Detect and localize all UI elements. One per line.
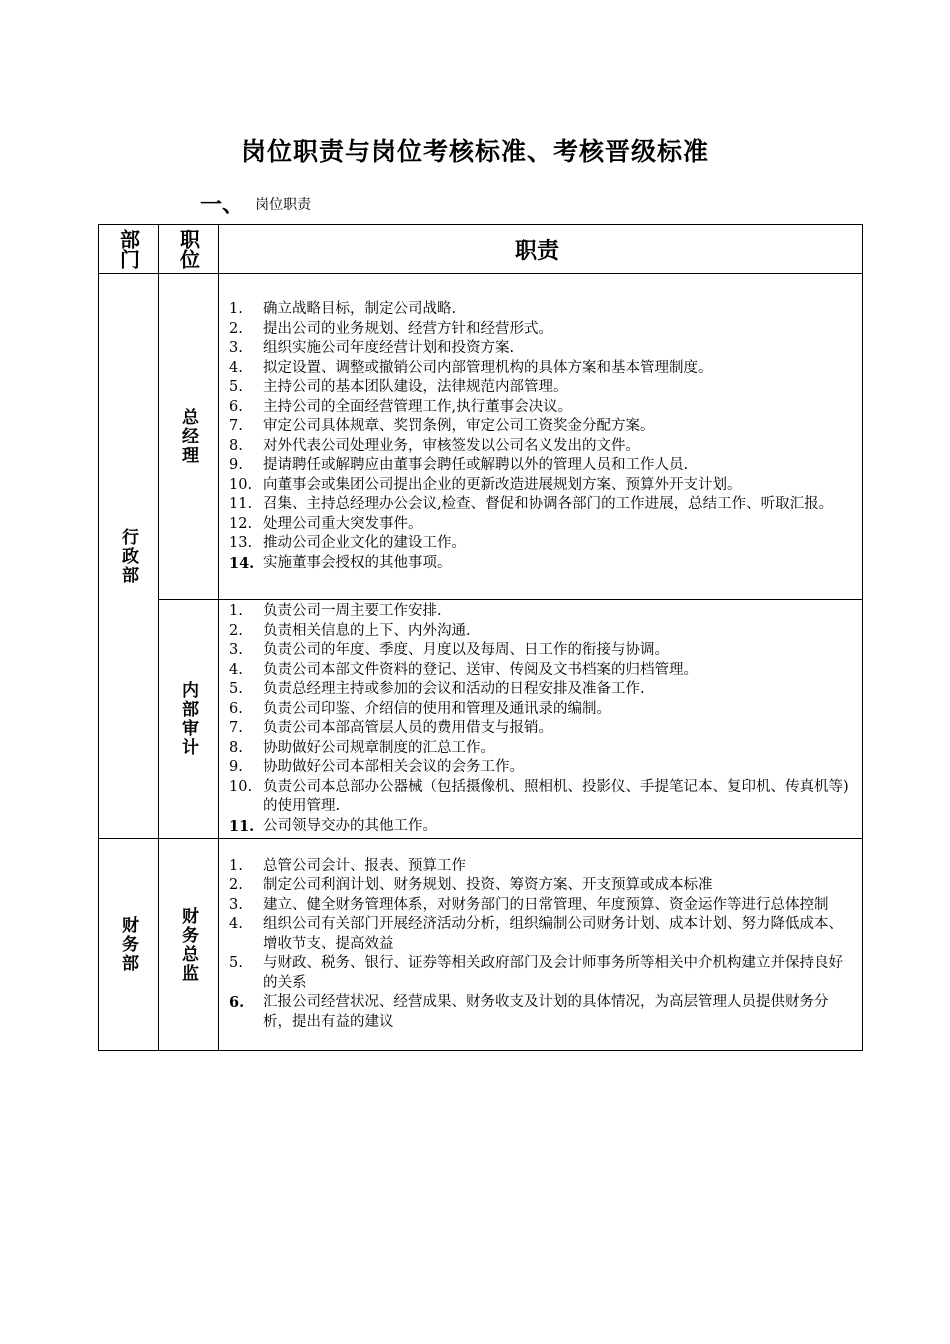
duty-text: 提请聘任或解聘应由董事会聘任或解聘以外的管理人员和工作人员. — [263, 457, 689, 473]
duties-cell — [219, 839, 863, 1051]
duty-item — [229, 622, 854, 642]
duty-item — [229, 476, 854, 496]
duty-number: 1. — [229, 857, 243, 874]
duties-cell — [219, 274, 863, 600]
duty-text: 向董事会或集团公司提出企业的更新改造进展规划方案、预算外开支计划。 — [263, 476, 742, 493]
duty-number: 10. — [229, 476, 253, 493]
duty-text: 公司领导交办的其他工作。 — [263, 817, 437, 834]
duty-number: 3. — [229, 340, 243, 356]
duty-text: 负责公司本部高管层人员的费用借支与报销。 — [263, 720, 553, 736]
duty-item — [229, 437, 854, 457]
duty-number: 8. — [229, 739, 243, 756]
duty-number: 13. — [229, 535, 253, 551]
duty-text: 拟定设置、调整或撤销公司内部管理机构的具体方案和基本管理制度。 — [263, 359, 713, 376]
duty-item — [229, 700, 854, 720]
duty-text: 总管公司会计、报表、预算工作 — [263, 857, 466, 874]
duty-text: 协助做好公司规章制度的汇总工作。 — [263, 739, 495, 756]
duty-number: 4. — [229, 359, 243, 376]
duty-number: 9. — [229, 759, 243, 775]
duty-item — [229, 320, 854, 340]
duty-number: 6. — [229, 700, 243, 717]
duty-number: 8. — [229, 437, 243, 454]
duty-number: 5. — [229, 681, 243, 697]
duty-number: 4. — [229, 916, 243, 933]
header-position: 职位 — [159, 225, 219, 274]
duty-number: 1. — [229, 301, 243, 317]
duty-item — [229, 857, 854, 877]
duty-text: 负责公司一周主要工作安排. — [263, 603, 442, 619]
duty-item — [229, 954, 854, 993]
duty-text: 与财政、税务、银行、证券等相关政府部门及会计师事务所等相关中介机构建立并保持良好的关系 — [263, 955, 843, 991]
duty-item — [229, 719, 854, 739]
position-name: 财务总监 — [178, 906, 198, 983]
duty-number: 11. — [229, 496, 253, 512]
dept-cell-finance — [99, 839, 159, 1051]
table-header-row — [99, 225, 863, 274]
page-title: 岗位职责与岗位考核标准、考核晋级标准 — [240, 137, 709, 166]
duty-item — [229, 739, 854, 759]
table-row — [99, 600, 863, 839]
duty-text: 负责总经理主持或参加的会议和活动的日程安排及准备工作. — [263, 681, 645, 697]
duty-number: 2. — [229, 320, 243, 337]
duty-text: 确立战略目标，制定公司战略. — [263, 301, 457, 317]
duty-item — [229, 915, 854, 954]
duty-item — [229, 817, 854, 837]
duty-item — [229, 641, 854, 661]
position-name: 内部审计 — [178, 681, 198, 757]
duties-table — [98, 224, 863, 1051]
position-cell — [159, 274, 219, 600]
duty-text: 建立、健全财务管理体系，对财务部门的日常管理、年度预算、资金运作等进行总体控制 — [263, 896, 829, 913]
duty-item — [229, 896, 854, 916]
duty-text: 召集、主持总经理办公会议,检查、督促和协调各部门的工作进展，总结工作、听取汇报。 — [263, 496, 834, 512]
duties-cell — [219, 600, 863, 839]
dept-name: 财务部 — [118, 916, 138, 973]
duty-item — [229, 456, 854, 476]
position-cell — [159, 600, 219, 839]
duty-text: 处理公司重大突发事件。 — [263, 515, 423, 532]
duty-number: 3. — [229, 642, 243, 658]
duty-item — [229, 417, 854, 437]
duty-number: 9. — [229, 457, 243, 473]
duty-number: 5. — [229, 955, 243, 972]
duty-text: 提出公司的业务规划、经营方针和经营形式。 — [263, 320, 553, 337]
duty-number: 7. — [229, 720, 243, 736]
duty-text: 主持公司的全面经营管理工作,执行董事会决议。 — [263, 398, 573, 415]
duty-item — [229, 378, 854, 398]
duty-number: 11. — [229, 817, 255, 835]
position-name: 总经理 — [178, 408, 198, 465]
duties-list — [219, 600, 862, 838]
duty-item — [229, 339, 854, 359]
dept-cell-admin — [99, 274, 159, 839]
duty-text: 负责相关信息的上下、内外沟通. — [263, 622, 471, 639]
section-number: 一、 — [200, 193, 245, 218]
duty-item — [229, 300, 854, 320]
duty-number: 2. — [229, 622, 243, 639]
position-cell — [159, 839, 219, 1051]
duty-item — [229, 758, 854, 778]
duty-text: 对外代表公司处理业务，审核签发以公司名义发出的文件。 — [263, 437, 640, 454]
duty-item — [229, 359, 854, 379]
duty-item — [229, 515, 854, 535]
duty-text: 组织公司有关部门开展经济活动分析，组织编制公司财务计划、成本计划、努力降低成本、增收节支、提高效益 — [263, 916, 843, 952]
table-row — [99, 839, 863, 1051]
duty-item — [229, 680, 854, 700]
duty-item — [229, 398, 854, 418]
section-heading — [200, 188, 312, 218]
section-label: 岗位职责 — [255, 196, 312, 213]
duty-item — [229, 602, 854, 622]
duties-list — [219, 855, 862, 1035]
duty-number: 6. — [229, 398, 243, 415]
duty-number: 14. — [229, 554, 255, 572]
duty-item — [229, 778, 854, 817]
duties-list — [219, 298, 862, 575]
duty-number: 2. — [229, 877, 243, 894]
duty-item — [229, 993, 854, 1032]
header-duties: 职责 — [219, 225, 863, 274]
duty-text: 实施董事会授权的其他事项。 — [263, 554, 452, 571]
duty-number: 1. — [229, 603, 243, 619]
duty-text: 组织实施公司年度经营计划和投资方案. — [263, 340, 515, 356]
duty-item — [229, 534, 854, 554]
duty-text: 负责公司本部文件资料的登记、送审、传阅及文书档案的归档管理。 — [263, 661, 698, 678]
duty-number: 10. — [229, 778, 253, 795]
duty-item — [229, 876, 854, 896]
duty-number: 6. — [229, 994, 245, 1012]
header-dept: 部门 — [99, 225, 159, 274]
duty-number: 3. — [229, 896, 243, 913]
duty-number: 7. — [229, 418, 243, 434]
duty-text: 制定公司利润计划、财务规划、投资、筹资方案、开支预算或成本标准 — [263, 877, 713, 894]
duty-number: 5. — [229, 379, 243, 395]
dept-name: 行政部 — [118, 527, 138, 585]
duty-item — [229, 495, 854, 515]
duty-text: 审定公司具体规章、奖罚条例，审定公司工资奖金分配方案。 — [263, 418, 655, 434]
duty-text: 协助做好公司本部相关会议的会务工作。 — [263, 759, 524, 775]
duty-number: 12. — [229, 515, 253, 532]
duty-text: 负责公司的年度、季度、月度以及每周、日工作的衔接与协调。 — [263, 642, 669, 658]
duty-item — [229, 661, 854, 681]
duty-text: 汇报公司经营状况、经营成果、财务收支及计划的具体情况，为高层管理人员提供财务分析，提出有益的建议 — [263, 994, 829, 1030]
duty-text: 负责公司本总部办公器械（包括摄像机、照相机、投影仪、手提笔记本、复印机、传真机等)的使用管理. — [263, 778, 849, 814]
duty-text: 主持公司的基本团队建设，法律规范内部管理。 — [263, 379, 568, 395]
duty-text: 推动公司企业文化的建设工作。 — [263, 535, 466, 551]
duty-item — [229, 554, 854, 574]
duty-number: 4. — [229, 661, 243, 678]
table-row — [99, 274, 863, 600]
duty-text: 负责公司印鉴、介绍信的使用和管理及通讯录的编制。 — [263, 700, 611, 717]
